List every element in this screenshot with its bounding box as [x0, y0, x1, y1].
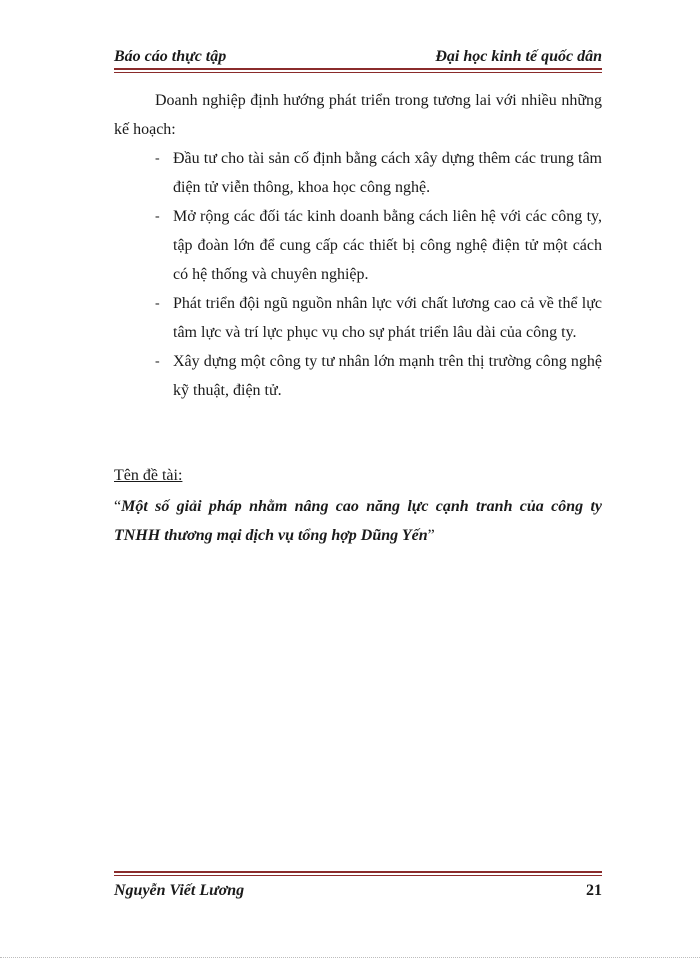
page-footer — [114, 880, 602, 902]
intro-paragraph: Doanh nghiệp định hướng phát triển trong tương lai với nhiều những kế hoạch: — [114, 92, 602, 138]
bullet-marker: - — [155, 296, 160, 311]
header-rule-thin — [114, 72, 602, 73]
footer-author: Nguyễn Viết Lương — [114, 882, 245, 899]
footer-rule-thick — [114, 871, 602, 873]
close-quote: ” — [427, 527, 435, 544]
footer-rule — [114, 871, 602, 876]
footer-rule-thin — [114, 875, 602, 876]
header-right-title: Đại học kinh tế quốc dân — [435, 48, 602, 65]
list-item — [114, 202, 602, 289]
page-number: 21 — [586, 882, 602, 899]
bullet-marker: - — [155, 151, 160, 166]
page-edge-divider — [0, 957, 700, 958]
open-quote: “ — [114, 498, 122, 515]
list-item-text: Đầu tư cho tài sản cố định bằng cách xây dựng thêm các trung tâm điện tử viễn thông, khoa học công nghệ. — [173, 150, 602, 196]
bullet-marker: - — [155, 209, 160, 224]
list-item-text: Phát triển đội ngũ nguồn nhân lực với chất lương cao cả về thể lực tâm lực và trí lực phục vụ cho sự phát triển lâu dài của công ty. — [173, 295, 602, 341]
plan-list — [114, 144, 602, 405]
header-rule — [114, 68, 602, 73]
list-item — [114, 347, 602, 405]
header-left-title: Báo cáo thực tập — [114, 48, 227, 65]
list-item-text: Mở rộng các đối tác kinh doanh bằng cách liên hệ với các công ty, tập đoàn lớn để cung cấp các thiết bị công nghệ điện tử một cách có hệ thống và chuyên nghiệp. — [173, 208, 602, 283]
topic-title-text: Một số giải pháp nhằm nâng cao năng lực cạnh tranh của công ty TNHH thương mại dịch vụ tổng hợp Dũng Yến — [114, 498, 602, 544]
bullet-marker: - — [155, 354, 160, 369]
list-item-text: Xây dựng một công ty tư nhân lớn mạnh trên thị trường công nghệ kỹ thuật, điện tử. — [173, 353, 602, 399]
header-rule-thick — [114, 68, 602, 70]
topic-title — [114, 492, 602, 550]
list-item — [114, 144, 602, 202]
topic-label: Tên đề tài: — [114, 467, 183, 484]
page-header — [114, 44, 602, 66]
list-item — [114, 289, 602, 347]
